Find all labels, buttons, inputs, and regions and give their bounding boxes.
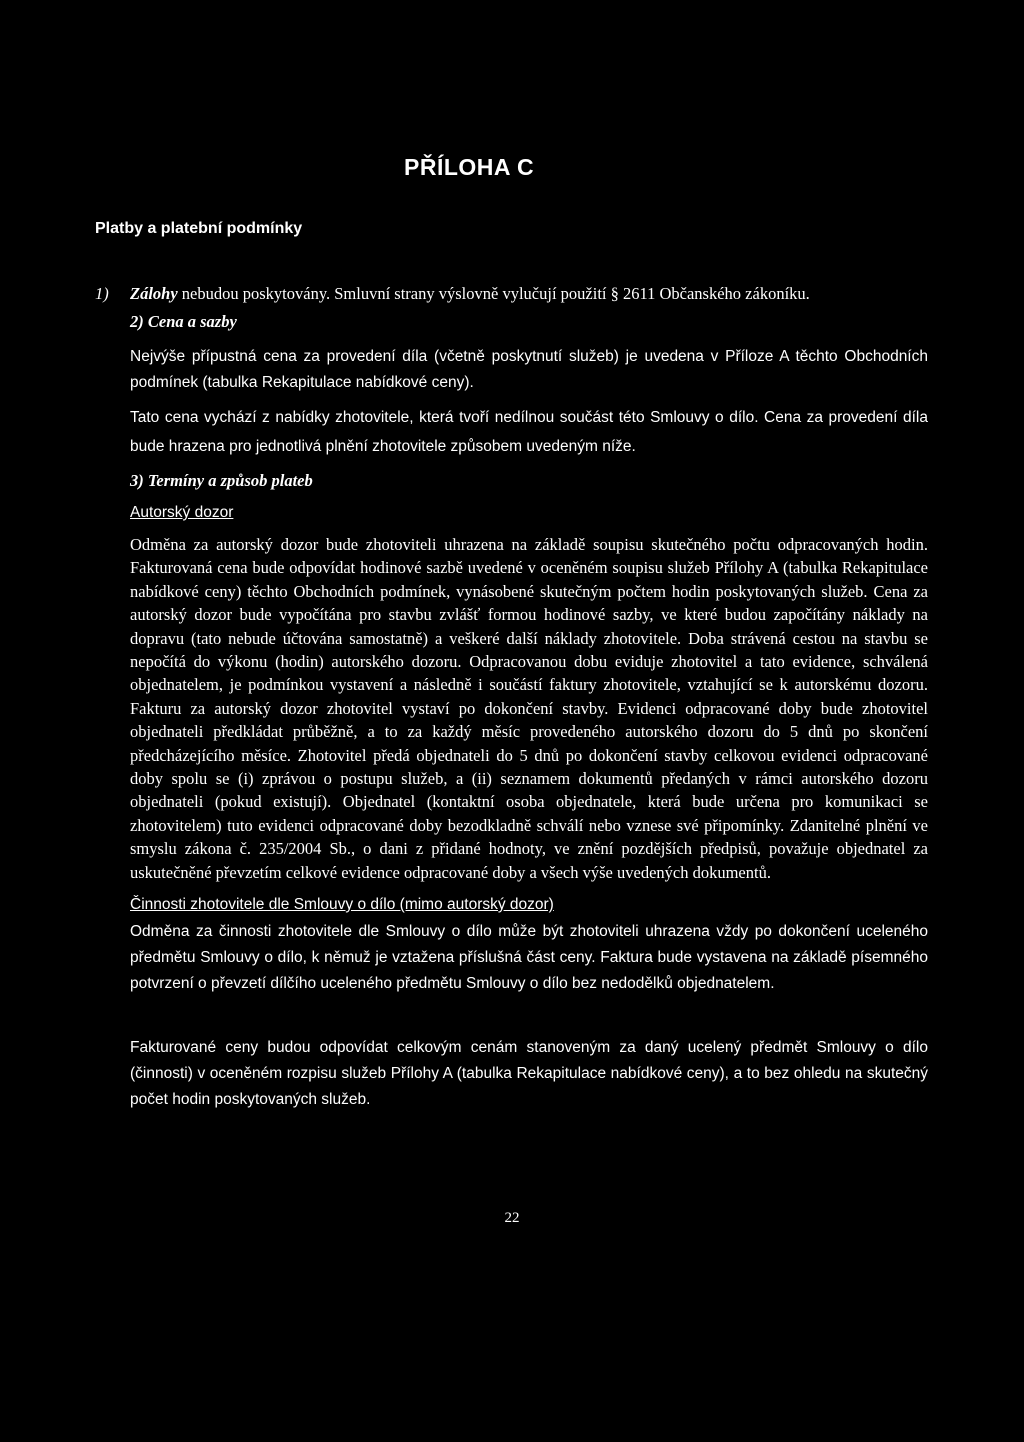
section-1-heading: Zálohy [130, 284, 178, 303]
section-1 [95, 282, 935, 306]
page-title: PŘÍLOHA C [404, 154, 535, 180]
section-2-heading: 2) Cena a sazby [130, 312, 237, 331]
subsection-autorsky-dozor-paragraph: Odměna za autorský dozor bude zhotoviteli uhrazena na základě soupisu skutečného počtu odpracovaných hodin. Fakturovaná cena bude odpovídat hodinové sazbě uvedené v oceněném soupisu služeb Přílohy A (tabulka Rekapitulace nabídkové ceny) těchto Obchodních podmínek, vynásobené skutečným počtem hodin poskytovaných služeb. Cena za autorský dozor bude vypočítána pro stavbu zvlášť formou hodinové sazby, ve které budou započítány náklady na dopravu (tato nebude účtována samostatně) a veškeré další náklady zhotovitele. Doba strávená cestou na stavbu se nepočítá do výkonu (hodin) autorského dozoru. Odpracovanou dobu eviduje zhotovitel a tato evidence, schválená objednatelem, je podmínkou vystavení a následně i součástí faktury zhotovitele, vztahující se k autorskému dozoru. Fakturu za autorský dozor zhotovitel vystaví po dokončení stavby. Evidenci odpracované doby bude zhotovitel objednateli předkládat průběžně, a to za každý měsíc provedeného autorského dozoru do 5 dnů po skončení předcházejícího měsíce. Zhotovitel předá objednateli do 5 dnů po dokončení stavby celkovou evidenci odpracované doby spolu se (i) zprávou o postupu služeb, a (ii) seznamem dokumentů předaných v rámci autorského dozoru objednateli (pokud existují). Objednatel (kontaktní osoba objednatele, která bude určena pro komunikaci se zhotovitelem) tuto evidenci odpracované doby bezodkladně schválí nebo vznese své připomínky. Zdanitelné plnění ve smyslu zákona č. 235/2004 Sb., o dani z přidané hodnoty, ve znění pozdějších předpisů, považuje objednatel za uskutečněné převzetím celkové evidence odpracované doby a všech výše uvedených dokumentů. [130, 535, 928, 882]
section-2-paragraph-2: Tato cena vychází z nabídky zhotovitele, která tvoří nedílnou součást této Smlouvy o dílo. Cena za provedení díla bude hrazena pro jednotlivá plnění zhotovitele způsobem uvedeným níže. [130, 409, 928, 455]
subsection-cinnosti-paragraph-1: Odměna za činnosti zhotovitele dle Smlouvy o dílo může být zhotoviteli uhrazena vždy po dokončení uceleného předmětu Smlouvy o dílo, k němuž je vztažena příslušná část ceny. Faktura bude vystavena na základě písemného potvrzení o převzetí dílčího uceleného předmětu Smlouvy o dílo bez nedodělků objednatelem. [130, 923, 928, 992]
subsection-cinnosti-heading: Činnosti zhotovitele dle Smlouvy o dílo (mimo autorský dozor) [130, 896, 554, 913]
subsection-autorsky-dozor-heading: Autorský dozor [130, 504, 234, 521]
section-2-paragraph-1: Nejvýše přípustná cena za provedení díla (včetně poskytnutí služeb) je uvedena v Příloze A těchto Obchodních podmínek (tabulka Rekapitulace nabídkové ceny). [130, 348, 928, 391]
section-1-number: 1) [95, 284, 109, 303]
subsection-cinnosti-paragraph-2: Fakturované ceny budou odpovídat celkovým cenám stanoveným za daný ucelený předmět Smlouvy o dílo (činnosti) v oceněném rozpisu služeb Přílohy A (tabulka Rekapitulace nabídkové ceny), a to bez ohledu na skutečný počet hodin poskytovaných služeb. [130, 1039, 928, 1108]
page-number: 22 [504, 1210, 520, 1226]
section-1-text: nebudou poskytovány. Smluvní strany výslovně vylučují použití § 2611 Občanského zákoníku. [177, 284, 810, 303]
page-subtitle: Platby a platební podmínky [95, 220, 303, 237]
section-3-heading: 3) Termíny a způsob plateb [130, 471, 313, 490]
